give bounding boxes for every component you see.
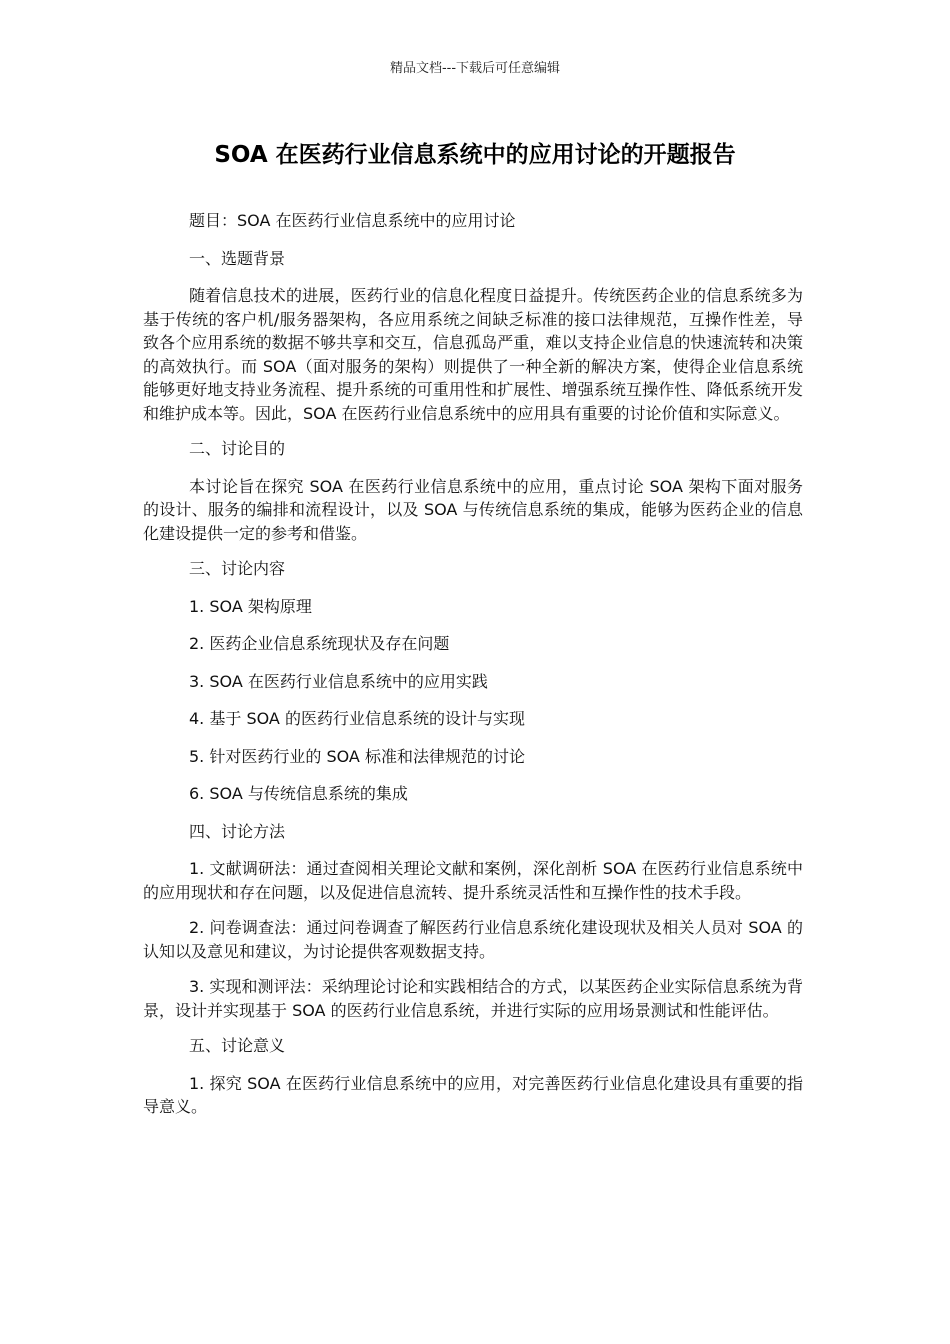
significance-item-1: 1. 探究 SOA 在医药行业信息系统中的应用，对完善医药行业信息化建设具有重要的指导意义。	[143, 1073, 803, 1116]
header-note: 精品文档---下载后可任意编辑	[389, 61, 561, 76]
method-item-3: 3. 实现和测评法：采纳理论讨论和实践相结合的方式，以某医药企业实际信息系统为背景，设计并实现基于 SOA 的医药行业信息系统，并进行实际的应用场景测试和性能评估。	[143, 977, 803, 1020]
method-item-2: 2. 问卷调查法：通过问卷调查了解医药行业信息系统化建设现状及相关人员对 SOA 的认知以及意见和建议，为讨论提供客观数据支持。	[143, 918, 803, 961]
section-heading-significance: 五、讨论意义	[189, 1036, 286, 1055]
topic-line: 题目：SOA 在医药行业信息系统中的应用讨论	[189, 211, 516, 230]
content-item-3: 3. SOA 在医药行业信息系统中的应用实践	[189, 671, 488, 691]
background-paragraph: 随着信息技术的进展，医药行业的信息化程度日益提升。传统医药企业的信息系统多为基于传统的客户机/服务器架构，各应用系统之间缺乏标准的接口法律规范，互操作性差，导致各个应用系统的数据不够共享和交互，信息孤岛严重，难以支持企业信息的快速流转和决策的高效执行。而 SOA（面对服务的架构）则提供了一种全新的解决方案，使得企业信息系统能够更好地支持业务流程、提升系统的可重用性和扩展性、增强系统互操作性、降低系统开发和维护成本等。因此，SOA 在医药行业信息系统中的应用具有重要的讨论价值和实际意义。	[143, 286, 803, 423]
content-item-2: 2. 医药企业信息系统现状及存在问题	[189, 634, 450, 653]
method-item-1: 1. 文献调研法：通过查阅相关理论文献和案例，深化剖析 SOA 在医药行业信息系统中的应用现状和存在问题，以及促进信息流转、提升系统灵活性和互操作性的技术手段。	[143, 859, 803, 902]
content-item-6: 6. SOA 与传统信息系统的集成	[189, 784, 408, 803]
section-heading-methods: 四、讨论方法	[189, 821, 286, 841]
content-item-5: 5. 针对医药行业的 SOA 标准和法律规范的讨论	[189, 746, 525, 766]
content-item-1: 1. SOA 架构原理	[189, 596, 312, 616]
document-body	[143, 209, 803, 1131]
section-heading-purpose: 二、讨论目的	[189, 439, 286, 458]
content-item-4: 4. 基于 SOA 的医药行业信息系统的设计与实现	[189, 709, 525, 728]
document-title: SOA 在医药行业信息系统中的应用讨论的开题报告	[214, 142, 736, 168]
purpose-paragraph: 本讨论旨在探究 SOA 在医药行业信息系统中的应用，重点讨论 SOA 架构下面对服务的设计、服务的编排和流程设计，以及 SOA 与传统信息系统的集成，能够为医药企业的信息化建设提供一定的参考和借鉴。	[143, 476, 803, 543]
section-heading-background: 一、选题背景	[189, 248, 286, 268]
section-heading-content: 三、讨论内容	[189, 559, 286, 578]
